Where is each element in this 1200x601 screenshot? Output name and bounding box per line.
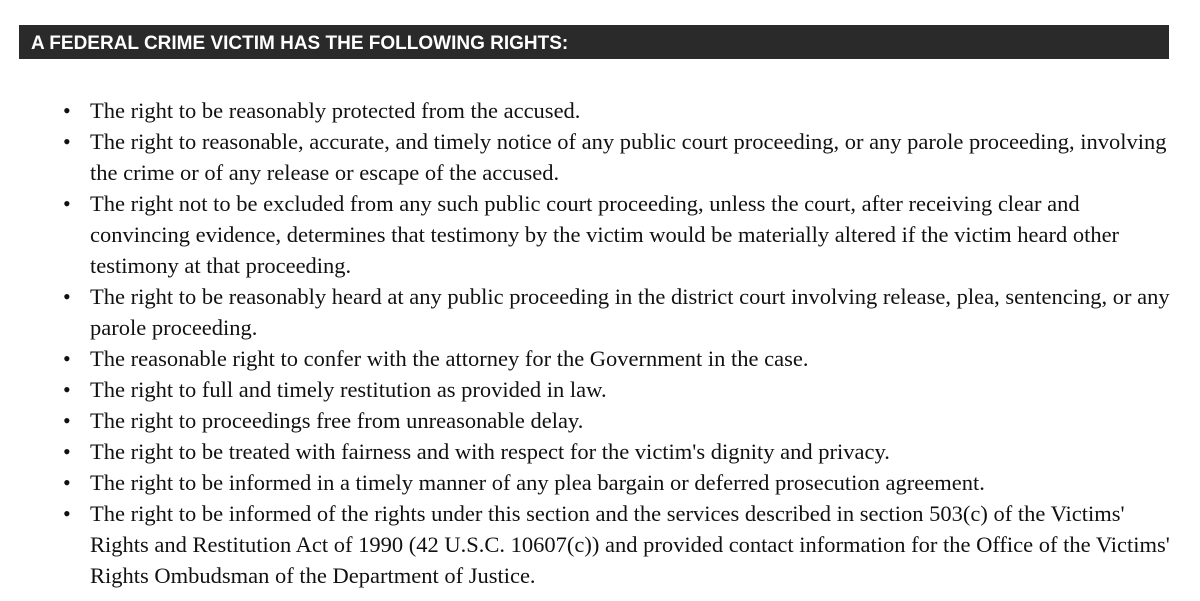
section-header-bar <box>19 25 1169 59</box>
list-item <box>0 343 1190 374</box>
list-item-text: The right to proceedings free from unreasonable delay. <box>90 408 584 433</box>
bullet-icon: • <box>63 284 71 309</box>
bullet-icon: • <box>63 98 71 123</box>
bullet-icon: • <box>63 346 71 371</box>
bullet-icon: • <box>63 439 71 464</box>
list-item-text: The reasonable right to confer with the attorney for the Government in the case. <box>90 346 809 371</box>
list-item-text: The right to be informed in a timely manner of any plea bargain or deferred prosecution agreement. <box>90 470 985 495</box>
bullet-icon: • <box>63 501 71 526</box>
list-item <box>0 467 1190 498</box>
list-item <box>0 126 1190 188</box>
list-item <box>0 281 1190 343</box>
rights-list <box>0 95 1190 591</box>
bullet-icon: • <box>63 470 71 495</box>
list-item <box>0 405 1190 436</box>
bullet-icon: • <box>63 377 71 402</box>
list-item <box>0 498 1190 591</box>
list-item <box>0 374 1190 405</box>
list-item-text: The right to be reasonably protected from the accused. <box>90 98 581 123</box>
list-item <box>0 188 1190 281</box>
list-item-text: The right to reasonable, accurate, and timely notice of any public court proceeding, or any parole proceeding, involving the crime or of any release or escape of the accused. <box>90 129 1167 185</box>
list-item-text: The right to full and timely restitution as provided in law. <box>90 377 607 402</box>
list-item-text: The right not to be excluded from any such public court proceeding, unless the court, after receiving clear and convincing evidence, determines that testimony by the victim would be materially altered if the victim heard other testimony at that proceeding. <box>90 191 1120 278</box>
bullet-icon: • <box>63 191 71 216</box>
section-title: A FEDERAL CRIME VICTIM HAS THE FOLLOWING RIGHTS: <box>31 32 569 54</box>
list-item-text: The right to be treated with fairness and with respect for the victim's dignity and privacy. <box>90 439 890 464</box>
list-item-text: The right to be informed of the rights under this section and the services described in section 503(c) of the Victims' Rights and Restitution Act of 1990 (42 U.S.C. 10607(c)) and provided contact information for the Office of the Victims' Rights Ombudsman of the Department of Justice. <box>90 501 1170 588</box>
list-item-text: The right to be reasonably heard at any public proceeding in the district court involving release, plea, sentencing, or any parole proceeding. <box>90 284 1170 340</box>
list-item <box>0 436 1190 467</box>
list-item <box>0 95 1190 126</box>
bullet-icon: • <box>63 129 71 154</box>
bullet-icon: • <box>63 408 71 433</box>
